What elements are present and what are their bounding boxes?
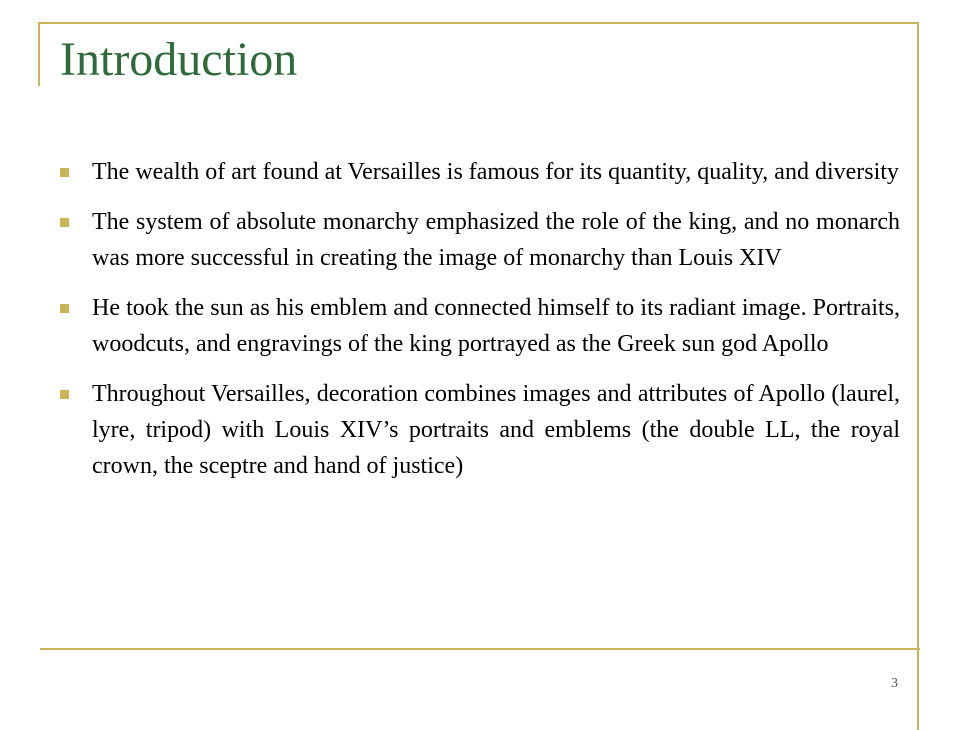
- bullet-item: [60, 290, 900, 362]
- slide-title: Introduction: [60, 33, 298, 86]
- bullet-list: [60, 154, 900, 498]
- page-number: 3: [891, 676, 898, 691]
- bullet-text: He took the sun as his emblem and connected himself to its radiant image. Portraits, woodcuts, and engravings of the king portrayed as the Greek sun god Apollo: [92, 295, 900, 357]
- square-bullet-icon: [60, 390, 69, 399]
- bullet-item: [60, 154, 900, 190]
- bottom-border-line: [40, 648, 920, 650]
- square-bullet-icon: [60, 168, 69, 177]
- top-border-line: [38, 22, 918, 24]
- square-bullet-icon: [60, 304, 69, 313]
- bullet-item: [60, 204, 900, 276]
- bullet-text: The system of absolute monarchy emphasized the role of the king, and no monarch was more successful in creating the image of monarchy than Louis XIV: [92, 209, 900, 271]
- left-border-line: [38, 22, 40, 86]
- bullet-text: The wealth of art found at Versailles is famous for its quantity, quality, and diversity: [92, 159, 899, 185]
- right-border-line: [917, 22, 919, 730]
- bullet-text: Throughout Versailles, decoration combines images and attributes of Apollo (laurel, lyre, tripod) with Louis XIV’s portraits and emblems (the double LL, the royal crown, the sceptre and hand of justice): [92, 381, 900, 479]
- square-bullet-icon: [60, 218, 69, 227]
- bullet-item: [60, 376, 900, 484]
